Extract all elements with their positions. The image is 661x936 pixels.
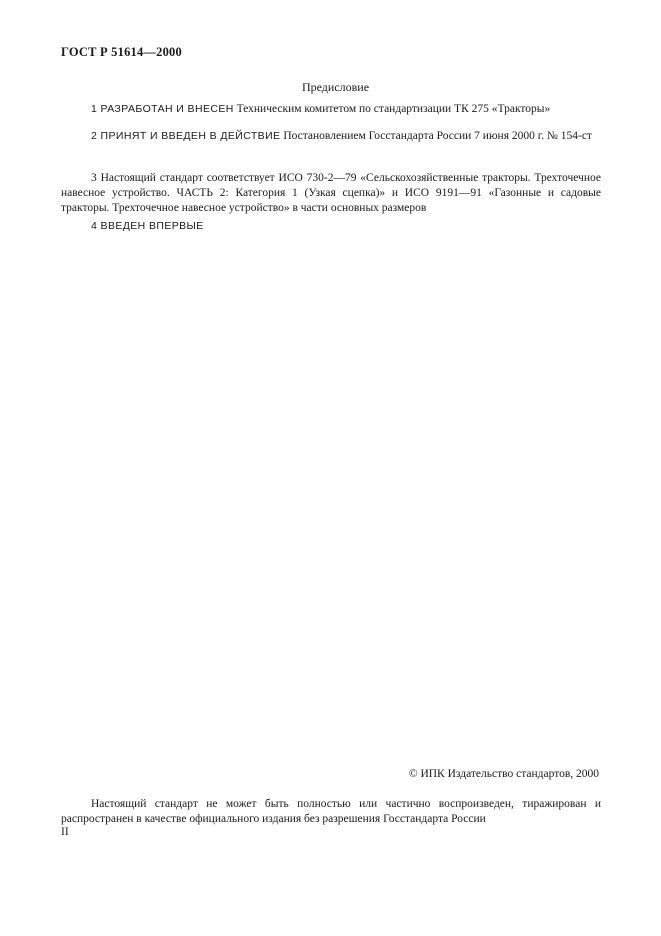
section-title: Предисловие [301,80,370,94]
document-id-header: ГОСТ Р 51614—2000 [61,45,182,59]
paragraph-text: Техническим комитетом по стандартизации ТК 275 «Тракторы» [233,103,551,115]
paragraph-adopted [61,129,601,144]
paragraph-developed-by [61,102,601,117]
paragraph-first-introduced [61,219,601,234]
paragraph-lead: 2 ПРИНЯТ И ВВЕДЕН В ДЕЙСТВИЕ [91,130,281,142]
paragraph-conformity [61,171,601,216]
paragraph-text: Постановлением Госстандарта России 7 июня 2000 г. № 154-ст [280,130,592,142]
copyright-line: © ИПК Издательство стандартов, 2000 [408,768,599,780]
page-number: II [61,826,69,838]
paragraph-text: 3 Настоящий стандарт соответствует ИСО 730-2—79 «Сельскохозяйственные тракторы. Трехточечное навесное устройство. ЧАСТЬ 2: Категория 1 (Узкая сцепка)» и ИСО 9191—91 «Газонные и садовые тракторы. Трехточечное навесное устройство» в части основных размеров [61,172,601,214]
paragraph-lead: 1 РАЗРАБОТАН И ВНЕСЕН [91,103,234,115]
reproduction-notice: Настоящий стандарт не может быть полностью или частично воспроизведен, тиражирован и распространен в качестве официального издания без разрешения Госстандарта России [61,798,601,825]
paragraph-lead: 4 ВВЕДЕН ВПЕРВЫЕ [91,220,204,232]
